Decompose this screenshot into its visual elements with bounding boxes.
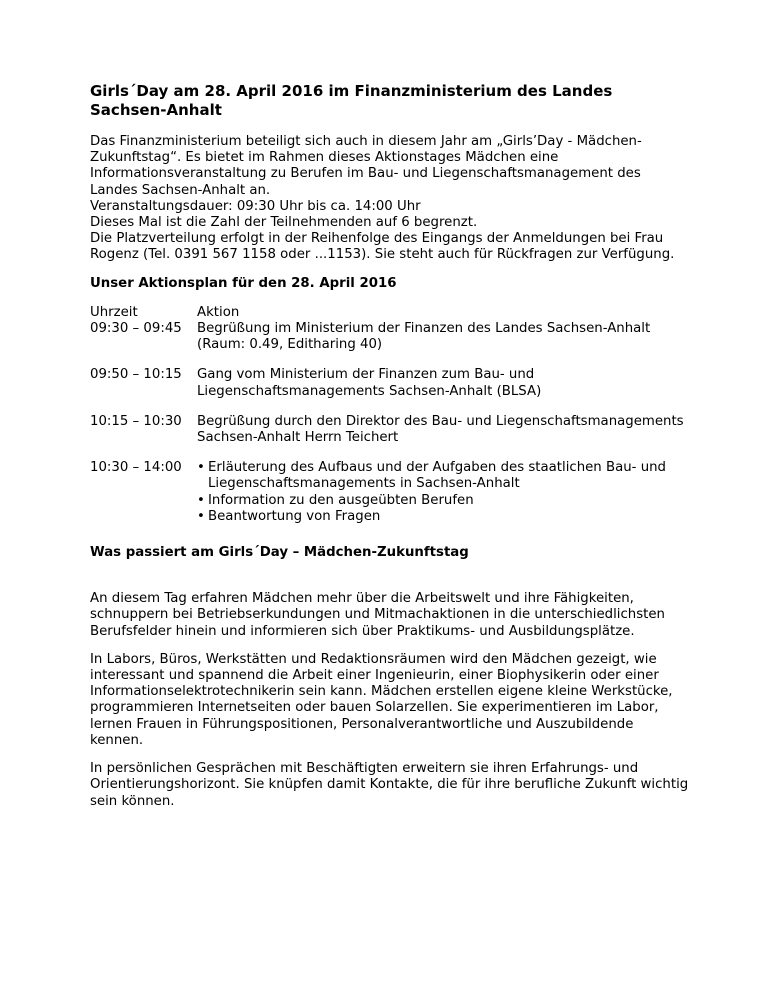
list-item: • Erläuterung des Aufbaus und der Aufgaben des staatlichen Bau- und Liegenschaftsmanagements in Sachsen-Anhalt [197,460,690,492]
column-header-action: Aktion [197,304,240,320]
action-cell: Begrüßung im Ministerium der Finanzen des Landes Sachsen-Anhalt [197,321,651,337]
paragraph: In Labors, Büros, Werkstätten und Redaktionsräumen wird den Mädchen gezeigt, wie interessant und spannend die Arbeit einer Ingenieurin, einer Biophysikerin oder einer Informationselektrotechnikerin sein kann. Mädchen erstellen eigene kleine Werkstücke, programmieren Internetseiten oder bauen Solarzellen. Sie experimentieren im Labor, lernen Frauen in Führungspositionen, Personalverantwortliche und Auszubildende kennen. [90,651,673,748]
paragraph: An diesem Tag erfahren Mädchen mehr über die Arbeitswelt und ihre Fähigkeiten, schnuppern bei Betriebserkundungen und Mitmachaktionen in die unterschiedlichsten Berufsfelder hinein und informieren sich über Praktikums- und Ausbildungsplätze. [90,591,665,639]
section-heading: Was passiert am Girls´Day – Mädchen-Zukunftstag [90,545,469,561]
plan-heading: Unser Aktionsplan für den 28. April 2016 [90,275,397,291]
table-row [90,305,690,354]
bullet-list [197,460,690,525]
table-row [90,367,690,399]
table-row [90,460,690,525]
action-cell: Gang vom Ministerium der Finanzen zum Bau- und Liegenschaftsmanagements Sachsen-Anhalt (BLSA) [197,367,542,399]
column-header-time: Uhrzeit [90,304,138,320]
intro-limit: Dieses Mal ist die Zahl der Teilnehmenden auf 6 begrenzt. [90,215,478,231]
document-title: Girls´Day am 28. April 2016 im Finanzministerium des Landes Sachsen-Anhalt [90,82,613,119]
table-row [90,414,690,446]
action-cell: Begrüßung durch den Direktor des Bau- und Liegenschaftsmanagements Sachsen-Anhalt Herrn Teichert [197,413,684,446]
document-page [90,82,690,822]
action-plan-table [90,305,690,525]
time-cell: 10:30 – 14:00 [90,460,182,476]
intro-duration: Veranstaltungsdauer: 09:30 Uhr bis ca. 14:00 Uhr [90,198,421,214]
list-item: • Information zu den ausgeübten Berufen [197,493,690,509]
intro-registration: Die Platzverteilung erfolgt in der Reihenfolge des Eingangs der Anmeldungen bei Frau Rogenz (Tel. 0391 567 1158 oder ...1153). Sie steht auch für Rückfragen zur Verfügung. [90,231,675,263]
intro-block [90,134,690,264]
time-cell: 10:15 – 10:30 [90,413,182,429]
action-cell-room: (Raum: 0.49, Editharing 40) [197,337,383,353]
paragraph: In persönlichen Gesprächen mit Beschäftigten erweitern sie ihren Erfahrungs- und Orientierungshorizont. Sie knüpfen damit Kontakte, die für ihre berufliche Zukunft wichtig sein können. [90,761,689,809]
list-item: • Beantwortung von Fragen [197,509,690,525]
intro-paragraph: Das Finanzministerium beteiligt sich auch in diesem Jahr am „Girls’Day - Mädchen-Zukunftstag“. Es bietet im Rahmen dieses Aktionstages Mädchen eine Informationsveranstaltung zu Berufen im Bau- und Liegenschaftsmanagement des Landes Sachsen-Anhalt an. [90,134,642,198]
time-cell: 09:50 – 10:15 [90,367,182,383]
time-cell: 09:30 – 09:45 [90,321,182,337]
